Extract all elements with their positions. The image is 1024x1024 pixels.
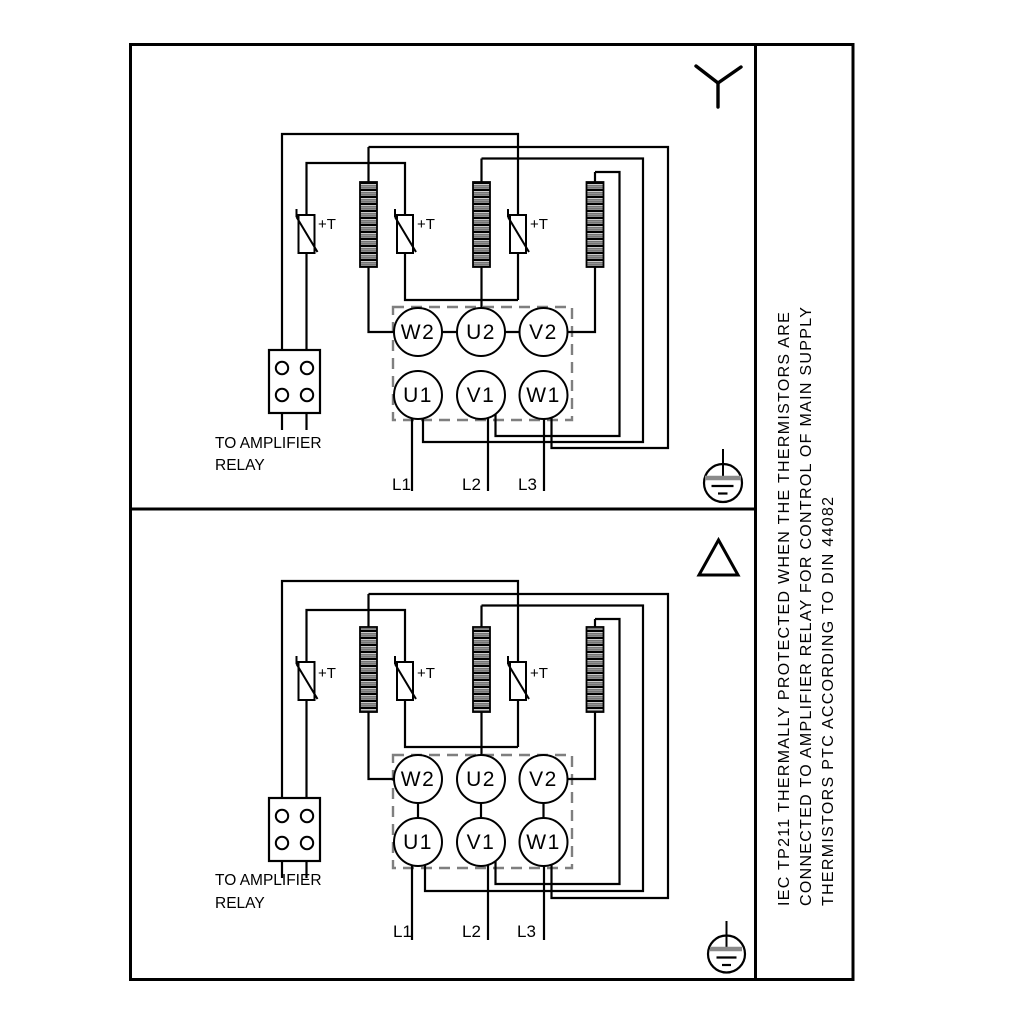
relay-note-line1: TO AMPLIFIER: [215, 872, 322, 889]
terminal-block: [394, 308, 568, 419]
terminal-label: U1: [403, 384, 433, 407]
supply-label-L3: L3: [517, 922, 536, 941]
supply-labels: [393, 922, 536, 941]
delta-panel: [215, 540, 745, 973]
thermistors: [297, 209, 548, 253]
amplifier-relay-connector: [269, 798, 320, 861]
connector-pin: [301, 389, 313, 401]
star-panel: [215, 66, 742, 502]
ground-symbol: [708, 921, 745, 973]
terminal-label: V1: [466, 384, 496, 407]
thermistor-label: +T: [530, 665, 548, 682]
ground-symbol: [704, 449, 742, 502]
thermistor-symbol: [395, 209, 416, 253]
connector-pin: [276, 837, 288, 849]
thermistor-label: +T: [417, 216, 435, 233]
terminal-label: V1: [466, 831, 496, 854]
terminal-label: U2: [466, 768, 496, 791]
amplifier-relay-connector: [269, 350, 320, 413]
star-connection-icon: [696, 66, 741, 107]
winding-coil-W: [360, 627, 377, 712]
relay-note-line1: TO AMPLIFIER: [215, 435, 322, 452]
connector-pin: [301, 810, 313, 822]
side-note: [776, 306, 837, 906]
terminal-label: U1: [403, 831, 433, 854]
delta-connection-icon: [699, 540, 738, 575]
terminal-label: W2: [400, 321, 436, 344]
supply-label-L2: L2: [462, 475, 481, 494]
connector-pin: [301, 362, 313, 374]
supply-label-L3: L3: [518, 475, 537, 494]
winding-coil-W: [360, 182, 377, 267]
connector-pin: [276, 810, 288, 822]
terminal-label: W2: [400, 768, 436, 791]
terminal-label: V2: [529, 768, 558, 791]
supply-label-L1: L1: [393, 922, 412, 941]
relay-note-line2: RELAY: [215, 895, 265, 912]
terminal-label: W1: [526, 831, 561, 854]
terminal-label: W1: [526, 384, 561, 407]
connector-pin: [276, 362, 288, 374]
supply-label-L1: L1: [392, 475, 411, 494]
supply-labels: [392, 475, 537, 494]
thermistors: [297, 656, 548, 700]
supply-label-L2: L2: [462, 922, 481, 941]
thermistor-label: +T: [318, 216, 336, 233]
thermistor-symbol: [297, 656, 318, 700]
side-note-line1: IEC TP211 THERMALLY PROTECTED WHEN THE THERMISTORS ARE: [776, 310, 793, 906]
thermistor-symbol: [297, 209, 318, 253]
thermistor-label: +T: [417, 665, 435, 682]
terminal-label: V2: [529, 321, 558, 344]
thermistor-symbol: [395, 656, 416, 700]
connector-pin: [301, 837, 313, 849]
connector-pin: [276, 389, 288, 401]
winding-coil-V: [587, 627, 604, 712]
thermistor-symbol: [508, 656, 529, 700]
thermistor-symbol: [508, 209, 529, 253]
side-note-line3: THERMISTORS PTC ACCORDING TO DIN 44082: [820, 495, 837, 906]
winding-coil-V: [587, 182, 604, 267]
thermistor-label: +T: [530, 216, 548, 233]
thermistor-label: +T: [318, 665, 336, 682]
relay-note-line2: RELAY: [215, 457, 265, 474]
winding-coil-U: [473, 182, 490, 267]
winding-coil-U: [473, 627, 490, 712]
terminal-label: U2: [466, 321, 496, 344]
side-note-line2: CONNECTED TO AMPLIFIER RELAY FOR CONTROL OF MAIN SUPPLY: [798, 305, 815, 906]
